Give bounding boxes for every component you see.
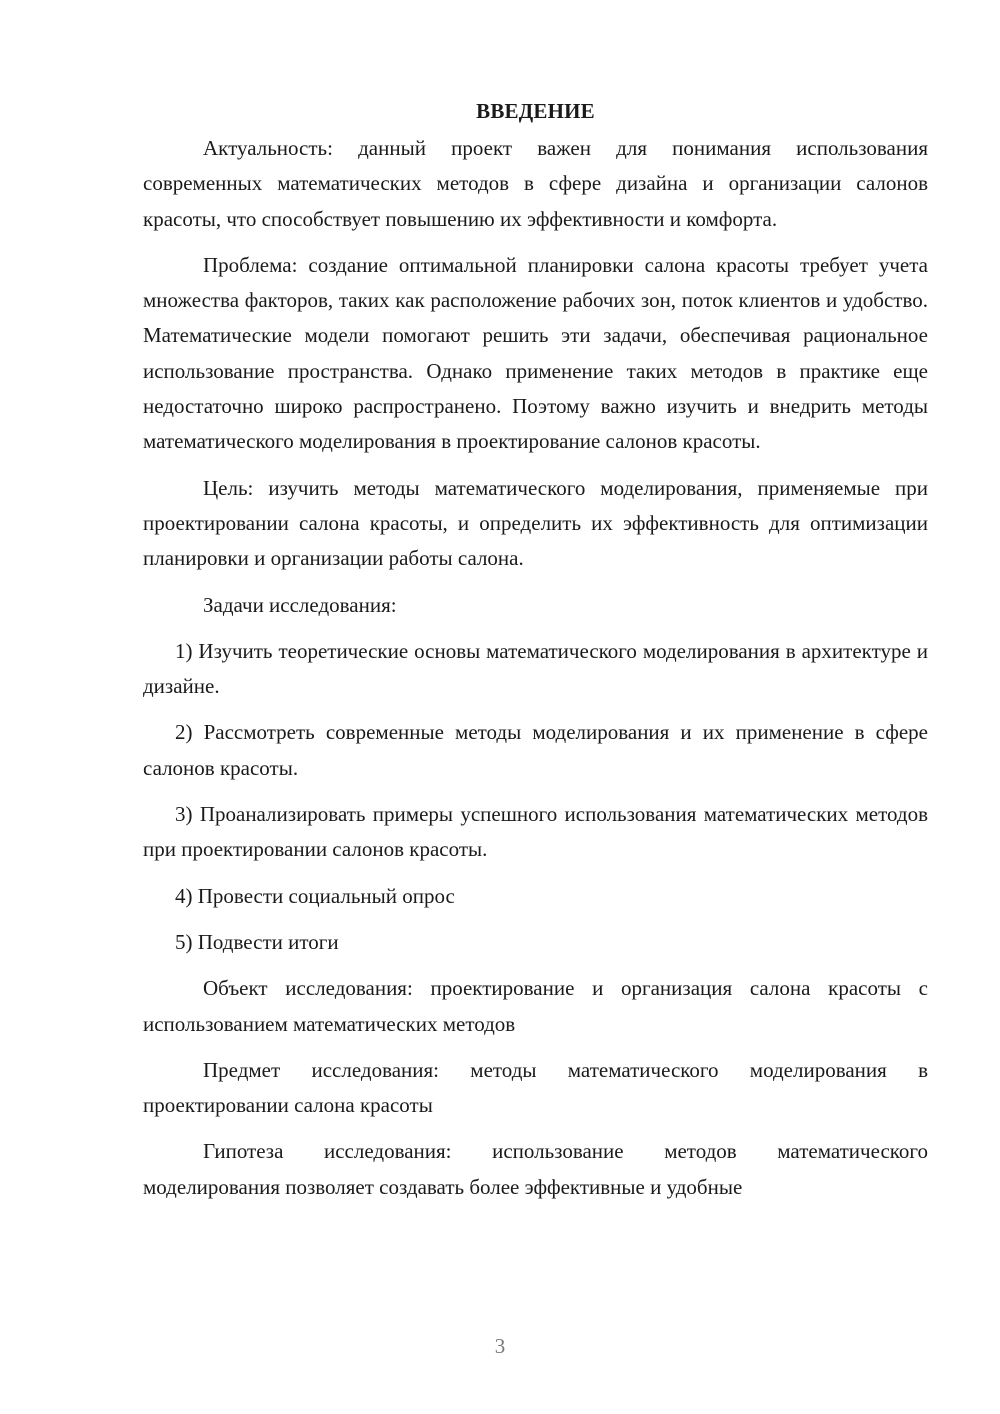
task-item-4: 4) Провести социальный опрос (175, 883, 455, 908)
paragraph-problem: Проблема: создание оптимальной планировки салона красоты требует учета множества факторов, таких как расположение рабочих зон, поток клиентов и удобство. Математические модели помогают решить эти задачи, обеспечивая рациональное использование пространства. Однако применение таких методов в практике еще недостаточно широко распространено. Поэтому важно изучить и внедрить методы математического моделирования в проектирование салонов красоты. (143, 252, 928, 454)
paragraph-tasks-heading: Задачи исследования: (203, 592, 397, 617)
paragraph-hypothesis: Гипотеза исследования: использование методов математического моделирования позволяет создавать более эффективные и удобные (143, 1139, 928, 1199)
task-item-1: 1) Изучить теоретические основы математического моделирования в архитектуре и дизайне. (143, 638, 928, 699)
paragraph-goal: Цель: изучить методы математического моделирования, применяемые при проектировании салона красоты, и определить их эффективность для оптимизации планировки и организации работы салона. (143, 475, 928, 571)
task-item-5: 5) Подвести итоги (175, 929, 339, 954)
paragraph-object: Объект исследования: проектирование и организация салона красоты с использованием математических методов (143, 976, 928, 1036)
page-number: 3 (494, 1334, 506, 1358)
section-title: ВВЕДЕНИЕ (476, 99, 595, 123)
task-item-3: 3) Проанализировать примеры успешного использования математических методов при проектировании салонов красоты. (143, 802, 928, 862)
document-page (143, 96, 928, 1216)
paragraph-relevance: Актуальность: данный проект важен для понимания использования современных математических методов в сфере дизайна и организации салонов красоты, что способствует повышению их эффективности и комфорта. (143, 136, 928, 231)
task-item-2: 2) Рассмотреть современные методы моделирования и их применение в сфере салонов красоты. (143, 720, 928, 780)
paragraph-subject: Предмет исследования: методы математического моделирования в проектировании салона красоты (143, 1057, 928, 1118)
